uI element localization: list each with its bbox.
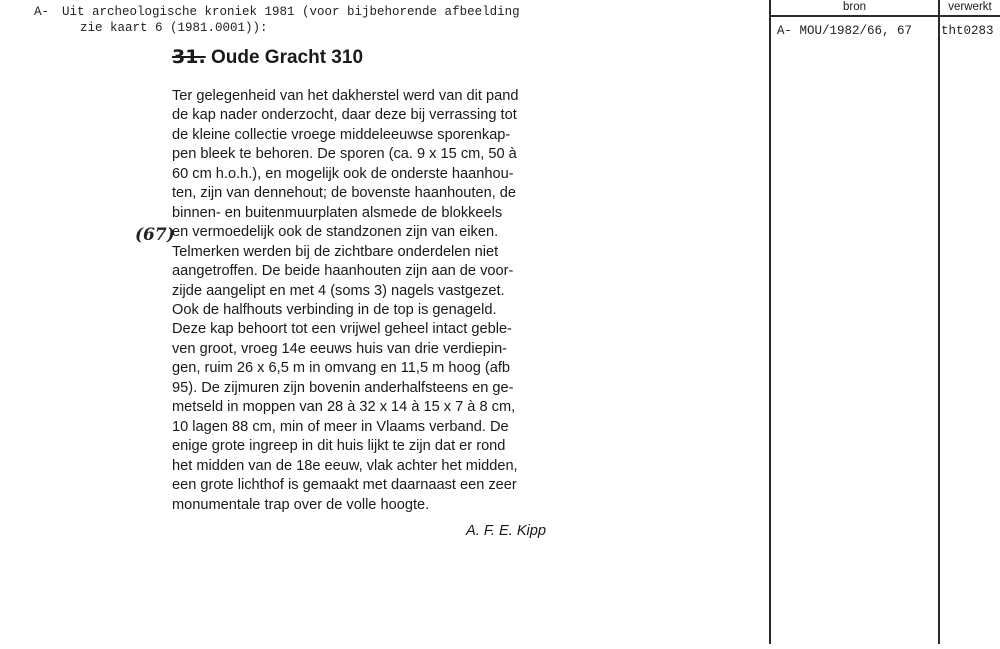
table-header-rule [769,15,1000,17]
table-column-divider [769,0,771,644]
body-line: monumentale trap over de volle hoogte. [172,496,430,513]
body-line: 60 cm h.o.h.), en mogelijk ook de onderste haanhou- [172,165,514,182]
body-line: Ook de halfhouts verbinding in de top is genageld. [172,301,497,318]
body-line: Deze kap behoort tot een vrijwel geheel intact geble- [172,321,512,338]
article-title-text: Oude Gracht 310 [210,47,364,68]
body-line: een grote lichthof is gemaakt met daarnaast een zeer [172,477,517,494]
author-signature: A. F. E. Kipp [466,523,547,539]
column-header-verwerkt: verwerkt [948,1,992,13]
article-title [172,46,363,69]
column-header-bron: bron [842,1,867,13]
body-line: zijde aangelipt en met 4 (soms 3) nagels vastgezet. [172,282,505,299]
header-note-line-2: zie kaart 6 (1981.0001)): [80,21,268,35]
body-line: het midden van de 18e eeuw, vlak achter het midden, [172,457,518,474]
body-line: pen bleek te behoren. De sporen (ca. 9 x 15 cm, 50 à [172,146,517,163]
article-body [172,87,572,515]
bron-value: A- MOU/1982/66, 67 [777,24,913,38]
handwritten-margin-note: (67) [135,225,175,245]
body-line: en vermoedelijk ook de standzonen zijn van eiken. [172,224,499,241]
body-line: Ter gelegenheid van het dakherstel werd van dit pand [172,88,519,104]
body-line: ven groot, vroeg 14e eeuws huis van drie verdiepin- [172,340,508,357]
body-line: 95). De zijmuren zijn bovenin anderhalfsteens en ge- [172,379,514,396]
body-line: Telmerken werden bij de zichtbare onderdelen niet [172,243,499,260]
header-note-prefix: A- [34,5,50,19]
article-number: 31. [172,46,206,68]
header-note-line-1: Uit archeologische kroniek 1981 (voor bijbehorende afbeelding [62,5,520,19]
body-line: metseld in moppen van 28 à 32 x 14 à 15 x 7 à 8 cm, [172,399,516,416]
body-line: de kap nader onderzocht, daar deze bij verrassing tot [172,107,517,124]
verwerkt-value: tht0283 [941,24,994,38]
table-column-divider [938,0,940,644]
body-line: binnen- en buitenmuurplaten alsmede de blokkeels [172,204,503,221]
body-line: gen, ruim 26 x 6,5 m in omvang en 11,5 m hoog (afb [172,360,511,377]
body-line: 10 lagen 88 cm, min of meer in Vlaams verband. De [172,418,509,435]
body-line: ten, zijn van dennehout; de bovenste haanhouten, de [172,185,517,202]
body-line: aangetroffen. De beide haanhouten zijn aan de voor- [172,263,514,280]
body-line: de kleine collectie vroege middeleeuwse sporenkap- [172,126,511,143]
body-line: enige grote ingreep in dit huis lijkt te zijn dat er rond [172,438,506,455]
